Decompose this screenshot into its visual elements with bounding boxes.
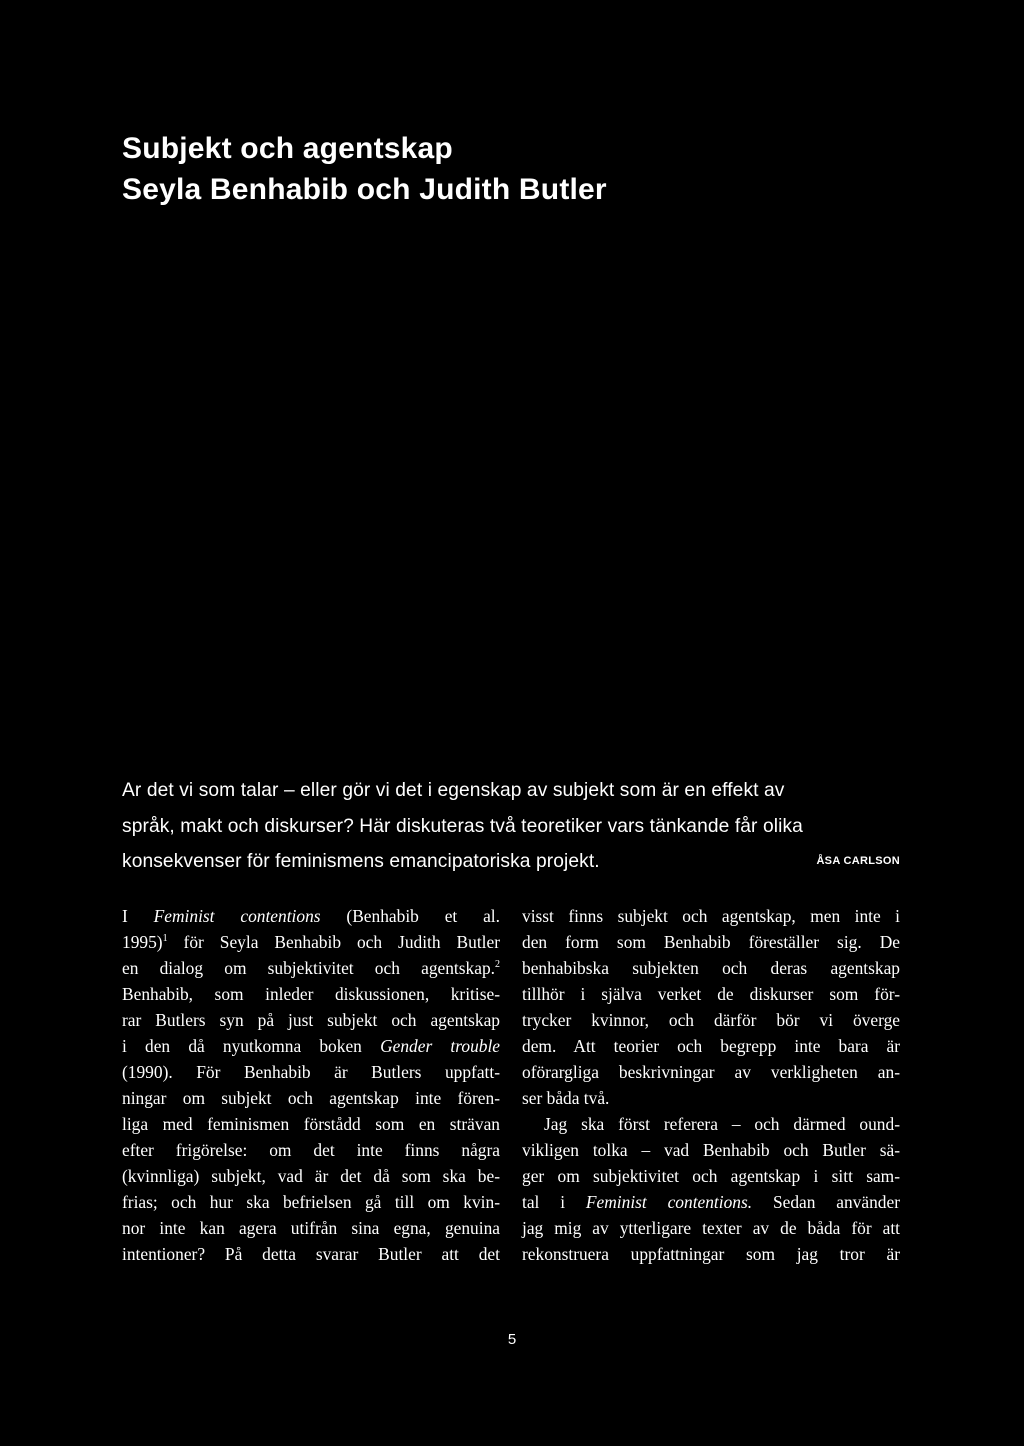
right-line: visst finns subjekt och agentskap, men inte i <box>522 906 900 926</box>
right-line: trycker kvinnor, och därför bör vi överge <box>522 1010 900 1030</box>
title-line-2: Seyla Benhabib och Judith Butler <box>122 173 607 206</box>
right-line: den form som Benhabib föreställer sig. De <box>522 932 900 952</box>
left-line: nor inte kan agera utifrån sina egna, genuina <box>122 1218 500 1238</box>
right-line: dem. Att teorier och begrepp inte bara är <box>522 1036 900 1056</box>
right-line: oförargliga beskrivningar av verkligheten an- <box>522 1062 900 1082</box>
left-line: ningar om subjekt och agentskap inte fören- <box>122 1088 500 1108</box>
left-line: I Feminist contentions (Benhabib et al. <box>122 906 500 926</box>
book-title-italic: Feminist contentions <box>153 906 321 926</box>
right-line: ser båda två. <box>522 1088 610 1108</box>
footnote-marker: 2 <box>495 959 500 970</box>
left-line: liga med feminismen förstådd som en strävan <box>122 1114 500 1134</box>
right-line: jag mig av ytterligare texter av de båda för att <box>522 1218 900 1238</box>
lead-paragraph <box>122 773 902 880</box>
lead-line-3-row <box>122 844 902 880</box>
lead-line-3: konsekvenser för feminismens emancipatoriska projekt. <box>122 851 600 872</box>
lead-line-2: språk, makt och diskurser? Här diskuteras två teoretiker vars tänkande får olika <box>122 815 803 837</box>
left-line: intentioner? På detta svarar Butler att det <box>122 1244 500 1264</box>
right-line: tillhör i själva verket de diskurser som för- <box>522 984 900 1004</box>
page-number: 5 <box>507 1331 517 1348</box>
author-name: ÅSA CARLSON <box>816 855 900 867</box>
body-column-left <box>122 903 500 1267</box>
left-line: 1995)$^1$ för Seyla Benhabib och Judith Butler <box>122 932 500 952</box>
article-title <box>122 128 902 210</box>
left-line: rar Butlers syn på just subjekt och agentskap <box>122 1010 500 1030</box>
right-line: ger om subjektivitet och agentskap i sitt sam- <box>522 1166 900 1186</box>
left-line: efter frigörelse: om det inte finns några <box>122 1140 500 1160</box>
left-line: i den då nyutkomna boken Gender trouble <box>122 1036 501 1056</box>
title-line-1: Subjekt och agentskap <box>122 132 453 165</box>
body-column-right <box>522 903 900 1267</box>
footnote-marker: 1 <box>162 933 168 944</box>
right-line: tal i Feminist contentions. Sedan använder <box>522 1192 900 1212</box>
left-line: (1990). För Benhabib är Butlers uppfatt- <box>122 1062 500 1082</box>
right-line: benhabibska subjekten och deras agentskap <box>522 958 900 978</box>
left-line: en dialog om subjektivitet och agentskap.$^2$ <box>122 958 500 978</box>
lead-line-1: Ar det vi som talar – eller gör vi det i egenskap av subjekt som är en effekt av <box>122 780 785 801</box>
book-title-italic: Feminist contentions. <box>585 1192 753 1212</box>
left-line: frias; och hur ska befrielsen gå till om kvin- <box>122 1192 500 1212</box>
right-line: Jag ska först referera – och därmed ound- <box>544 1114 900 1134</box>
book-title-italic: Gender trouble <box>380 1036 501 1056</box>
right-line: vikligen tolka – vad Benhabib och Butler sä- <box>522 1140 900 1160</box>
right-line: rekonstruera uppfattningar som jag tror är <box>522 1244 900 1264</box>
left-line: (kvinnliga) subjekt, vad är det då som ska be- <box>122 1166 500 1186</box>
left-line: Benhabib, som inleder diskussionen, kritise- <box>122 984 500 1004</box>
